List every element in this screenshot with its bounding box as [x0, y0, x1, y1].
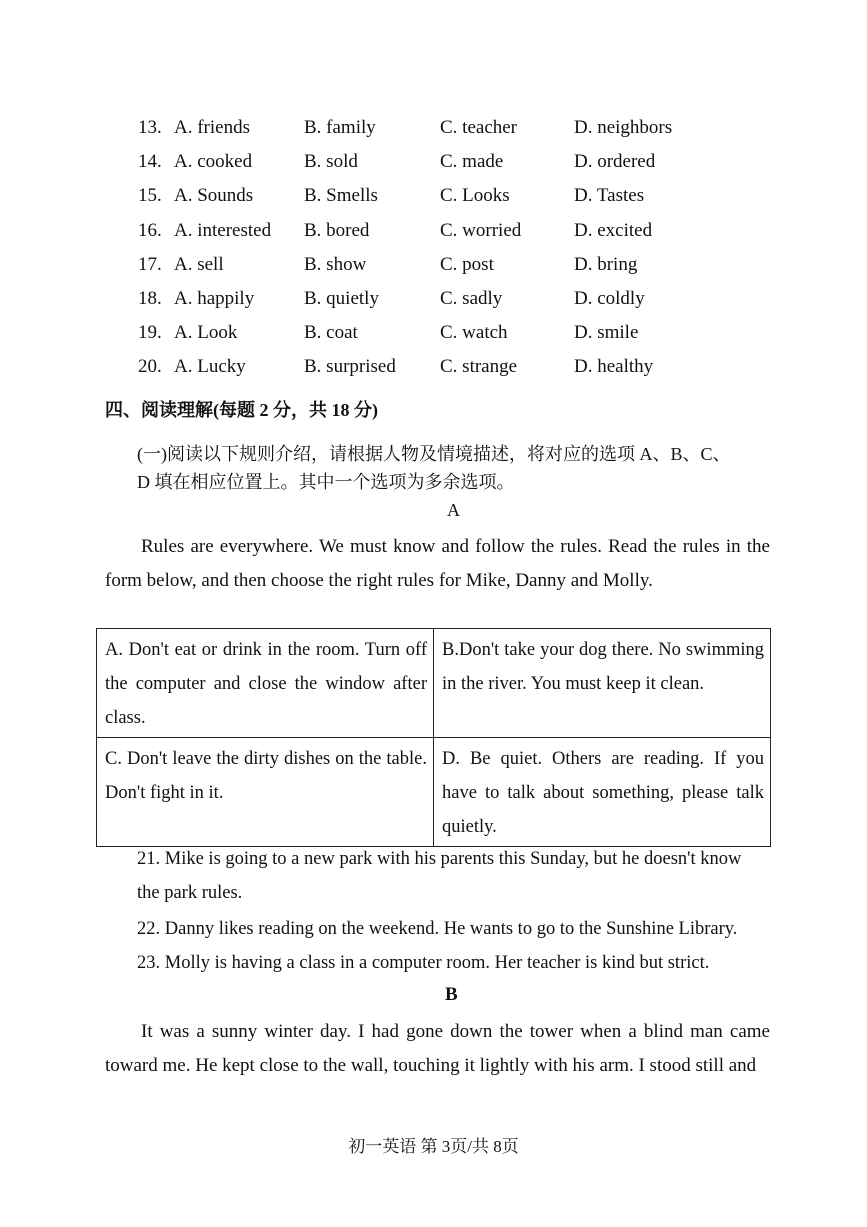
option-row [138, 352, 738, 386]
option-a: A. happily [174, 287, 255, 309]
question-22: 22. Danny likes reading on the weekend. He wants to go to the Sunshine Library. [137, 919, 738, 939]
option-a: A. cooked [174, 151, 253, 173]
option-b: B. sold [304, 151, 358, 173]
part-a-label: A [447, 500, 460, 520]
part-a-intro [105, 530, 770, 598]
rule-b-cell: B.Don't take your dog there. No swimming in the river. You must keep it clean. [434, 629, 771, 738]
question-number: 16. [138, 219, 162, 241]
table-row [97, 738, 771, 847]
option-a: A. Look [174, 322, 238, 344]
part-b-passage [105, 1015, 770, 1083]
option-a: A. sell [174, 253, 224, 275]
option-d: D. healthy [574, 356, 654, 378]
part-a-intro-text: Rules are everywhere. We must know and follow the rules. Read the rules in the form below, and then choose the right rules for Mike, Danny and Molly. [105, 536, 770, 591]
option-d: D. neighbors [574, 117, 673, 138]
option-a: A. Sounds [174, 185, 254, 207]
option-d: D. Tastes [574, 185, 645, 207]
part-b-passage-text: It was a sunny winter day. I had gone down the tower when a blind man came toward me. He kept close to the wall, touching it lightly with his arm. I stood still and [105, 1021, 770, 1076]
option-b: B. surprised [304, 356, 396, 378]
option-c: C. strange [440, 356, 518, 378]
option-b: B. show [304, 253, 367, 275]
page-footer: 初一英语 第 3页/共 8页 [348, 1137, 519, 1156]
instruction-line-1: (一)阅读以下规则介绍，请根据人物及情境描述，将对应的选项 A、B、C、 [137, 444, 731, 464]
option-b: B. bored [304, 219, 370, 241]
option-c: C. sadly [440, 287, 503, 309]
rule-c-cell: C. Don't leave the dirty dishes on the table. Don't fight in it. [97, 738, 434, 847]
option-row [138, 284, 738, 318]
question-21: 21. Mike is going to a new park with his parents this Sunday, but he doesn't know the park rules. [137, 849, 742, 903]
option-d: D. coldly [574, 287, 645, 309]
question-number: 14. [138, 151, 162, 173]
option-b: B. quietly [304, 287, 379, 309]
choice-options-list [138, 113, 738, 387]
instruction-line-2: D 填在相应位置上。其中一个选项为多余选项。 [137, 472, 515, 492]
rule-a-cell: A. Don't eat or drink in the room. Turn off the computer and close the window after class. [97, 629, 434, 738]
option-d: D. smile [574, 322, 639, 344]
question-number: 19. [138, 322, 162, 344]
option-b: B. family [304, 117, 376, 138]
option-c: C. made [440, 151, 504, 173]
option-b: B. Smells [304, 185, 378, 207]
part-b-label: B [445, 984, 458, 1005]
option-c: C. teacher [440, 117, 518, 138]
option-d: D. ordered [574, 151, 656, 173]
table-row [97, 629, 771, 738]
rule-d-cell: D. Be quiet. Others are reading. If you have to talk about something, please talk quietly. [434, 738, 771, 847]
section-title: 四、阅读理解(每题 2 分，共 18 分) [105, 400, 378, 420]
option-c: C. Looks [440, 185, 510, 207]
option-row [138, 113, 738, 147]
option-b: B. coat [304, 322, 358, 344]
option-row [138, 250, 738, 284]
option-a: A. Lucky [174, 356, 246, 378]
question-number: 20. [138, 356, 162, 378]
option-c: C. worried [440, 219, 522, 241]
option-d: D. excited [574, 219, 653, 241]
question-number: 18. [138, 287, 162, 309]
option-c: C. watch [440, 322, 508, 344]
question-23: 23. Molly is having a class in a computer room. Her teacher is kind but strict. [137, 953, 710, 973]
option-row [138, 181, 738, 215]
option-a: A. friends [174, 117, 250, 138]
question-number: 13. [138, 117, 162, 138]
option-c: C. post [440, 253, 494, 275]
rules-table [96, 628, 771, 847]
option-row [138, 147, 738, 181]
option-a: A. interested [174, 219, 272, 241]
question-number: 17. [138, 253, 162, 275]
option-row [138, 318, 738, 352]
option-d: D. bring [574, 253, 638, 275]
question-number: 15. [138, 185, 162, 207]
option-row [138, 216, 738, 250]
